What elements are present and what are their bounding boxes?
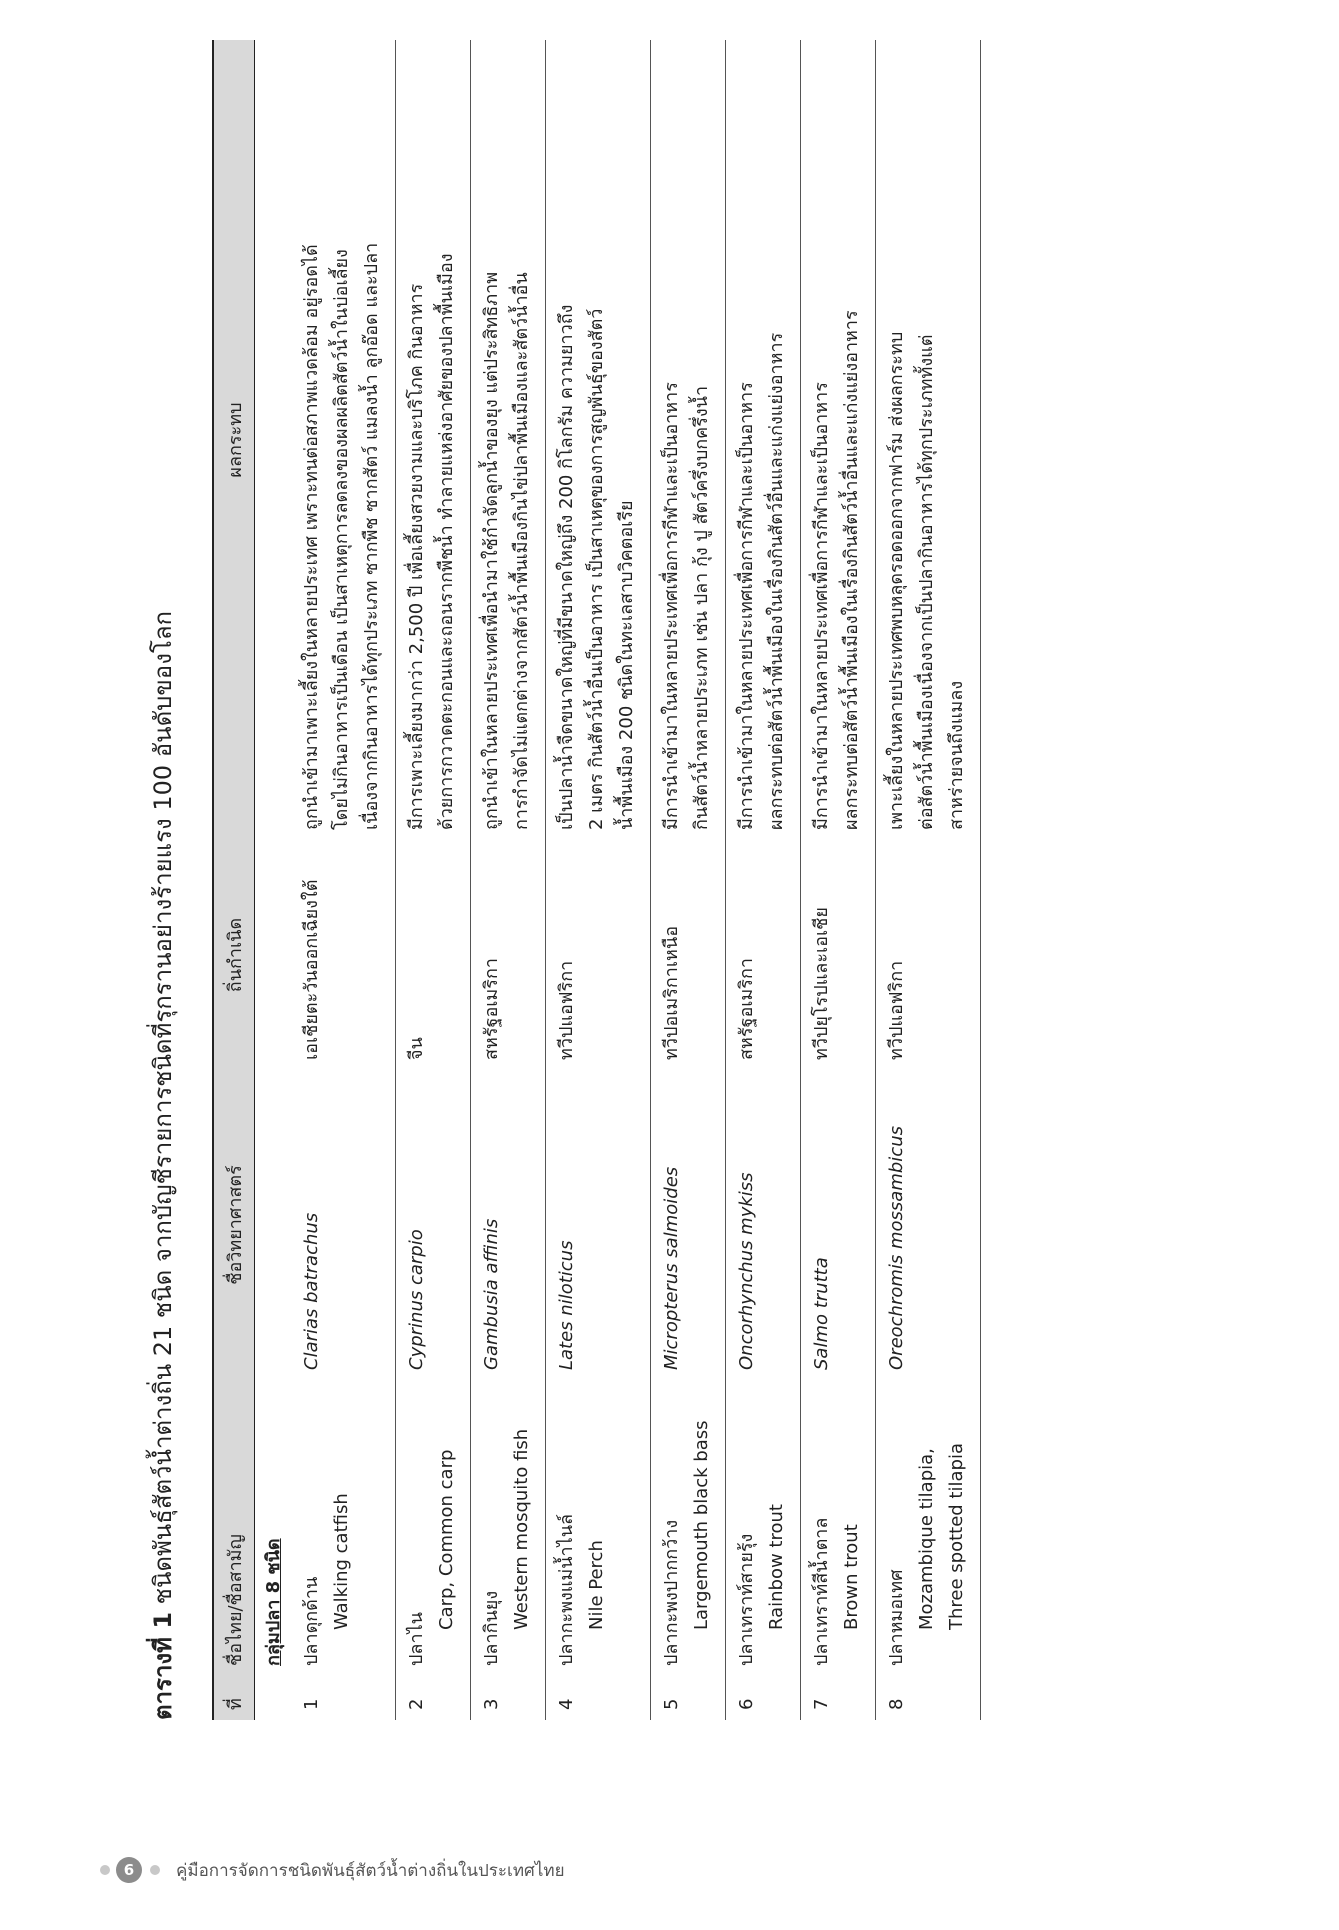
table-header-row xyxy=(213,40,255,1720)
impact-line: เป็นปลาน้ำจืดขนาดใหญ่ที่มีขนาดใหญ่ถึง 200 กิโลกรัม ความยาวถึง xyxy=(556,304,577,830)
table-row xyxy=(396,40,471,1720)
cell-impact xyxy=(726,40,801,840)
cell-impact xyxy=(651,40,726,840)
row-number: 6 xyxy=(736,1698,757,1710)
cell-origin xyxy=(876,840,981,1070)
cell-scientific-name xyxy=(396,1070,471,1380)
cell-scientific-name xyxy=(546,1070,651,1380)
row-number: 3 xyxy=(481,1698,502,1710)
cell-name xyxy=(801,1380,876,1676)
table-row xyxy=(291,40,396,1720)
table-row xyxy=(726,40,801,1720)
impact-line: น้ำพื้นเมือง 200 ชนิดในทะเลสาบวิคตอเรีย xyxy=(616,500,637,830)
scientific-name: Oreochromis mossambicus xyxy=(886,1126,907,1370)
cell-name xyxy=(651,1380,726,1676)
origin: จีน xyxy=(406,1037,427,1060)
thai-name: ปลาเทราท์สายรุ้ง xyxy=(736,1533,757,1666)
cell-name xyxy=(726,1380,801,1676)
row-number: 7 xyxy=(811,1698,832,1710)
impact-line: มีการนำเข้ามาในหลายประเทศเพื่อการกีฬาและเป็นอาหาร xyxy=(661,382,682,830)
group-label: กลุ่มปลา 8 ชนิด xyxy=(263,1538,284,1666)
impact-line: มีการนำเข้ามาในหลายประเทศเพื่อการกีฬาและเป็นอาหาร xyxy=(811,382,832,830)
group-row xyxy=(255,40,292,1720)
impact-line: เนื่องจากกินอาหารได้ทุกประเภท ซากพืช ซากสัตว์ แมลงน้ำ ลูกอ๊อด และปลา xyxy=(361,242,382,830)
common-name: Walking catfish xyxy=(331,1493,352,1630)
thai-name: ปลากะพงปากกว้าง xyxy=(661,1519,682,1666)
cell-origin xyxy=(651,840,726,1070)
thai-name: ปลากินยุง xyxy=(481,1590,502,1666)
row-number: 8 xyxy=(886,1698,907,1710)
rotated-page-content xyxy=(140,0,1150,1760)
origin: ทวีปแอฟริกา xyxy=(886,960,907,1060)
row-number: 2 xyxy=(406,1698,427,1710)
scientific-name: Cyprinus carpio xyxy=(406,1229,427,1370)
common-name: Brown trout xyxy=(841,1524,862,1630)
cell-no xyxy=(651,1676,726,1720)
header-impact: ผลกระทบ xyxy=(213,40,255,840)
common-name: Largemouth black bass xyxy=(691,1420,712,1630)
page-number: 6 xyxy=(116,1857,142,1883)
scientific-name: Oncorhynchus mykiss xyxy=(736,1172,757,1370)
cell-origin xyxy=(801,840,876,1070)
scientific-name: Micropterus salmoides xyxy=(661,1166,682,1370)
cell-scientific-name xyxy=(651,1070,726,1380)
origin: ทวีปอเมริกาเหนือ xyxy=(661,925,682,1060)
cell-name xyxy=(291,1380,396,1676)
header-scientific-name: ชื่อวิทยาศาสตร์ xyxy=(213,1070,255,1380)
cell-name xyxy=(396,1380,471,1676)
cell-impact xyxy=(291,40,396,840)
origin: สหรัฐอเมริกา xyxy=(481,958,502,1060)
cell-origin xyxy=(396,840,471,1070)
footer-dot-icon xyxy=(100,1865,110,1875)
row-number: 1 xyxy=(301,1698,322,1710)
footer-title: คู่มือการจัดการชนิดพันธุ์สัตว์น้ำต่างถิ่นในประเทศไทย xyxy=(176,1860,565,1881)
table-row xyxy=(471,40,546,1720)
scientific-name: Salmo trutta xyxy=(811,1257,832,1370)
page-footer xyxy=(100,1855,565,1885)
thai-name: ปลาดุกด้าน xyxy=(301,1576,322,1666)
common-name-2: Three spotted tilapia xyxy=(946,1443,967,1630)
impact-line: ผลกระทบต่อสัตว์น้ำพื้นเมืองในเรื่องกินสัตว์อื่นและแก่งแย่งอาหาร xyxy=(766,332,787,830)
cell-origin xyxy=(546,840,651,1070)
common-name: Nile Perch xyxy=(586,1540,607,1630)
header-name: ชื่อไทย/ชื่อสามัญ xyxy=(213,1380,255,1676)
cell-scientific-name xyxy=(471,1070,546,1380)
impact-line: ถูกนำเข้าในหลายประเทศเพื่อนำมาใช้กำจัดลูกน้ำของยุง แต่ประสิทธิภาพ xyxy=(481,271,502,830)
thai-name: ปลากะพงแม่น้ำไนล์ xyxy=(556,1513,577,1666)
common-name: Rainbow trout xyxy=(766,1504,787,1630)
cell-impact xyxy=(396,40,471,840)
scientific-name: Gambusia affinis xyxy=(481,1218,502,1370)
impact-line: โดยไม่กินอาหารเป็นเดือน เป็นสาเหตุการลดลงของผลผลิตสัตว์น้ำในบ่อเลี้ยง xyxy=(331,249,352,830)
header-no: ที่ xyxy=(213,1676,255,1720)
common-name: Mozambique tilapia, xyxy=(916,1448,937,1630)
cell-origin xyxy=(726,840,801,1070)
cell-impact xyxy=(801,40,876,840)
cell-name xyxy=(471,1380,546,1676)
impact-line: การกำจัดไม่แตกต่างจากสัตว์น้ำพื้นเมืองกินไข่ปลาพื้นเมืองและสัตว์น้ำอื่น xyxy=(511,272,532,830)
table-caption xyxy=(140,611,186,1720)
cell-impact xyxy=(471,40,546,840)
impact-line: กินสัตว์น้ำหลายประเภท เช่น ปลา กุ้ง ปู สัตว์ครึ่งบกครึ่งน้ำ xyxy=(691,385,712,830)
cell-no xyxy=(471,1676,546,1720)
common-name: Western mosquito fish xyxy=(511,1428,532,1630)
impact-line: เพาะเลี้ยงในหลายประเทศพบหลุดรอดออกจากฟาร์ม ส่งผลกระทบ xyxy=(886,331,907,830)
footer-dot-icon xyxy=(150,1865,160,1875)
impact-line: มีการเพาะเลี้ยงมากว่า 2,500 ปี เพื่อเลี้ยงสวยงามและบริโภค กินอาหาร xyxy=(406,283,427,830)
origin: สหรัฐอเมริกา xyxy=(736,958,757,1060)
table-row xyxy=(546,40,651,1720)
table-row xyxy=(876,40,981,1720)
impact-line: 2 เมตร กินสัตว์น้ำอื่นเป็นอาหาร เป็นสาเหตุของการสูญพันธุ์ของสัตว์ xyxy=(586,308,607,830)
origin: ทวีปยุโรปและเอเชีย xyxy=(811,907,832,1060)
scientific-name: Lates niloticus xyxy=(556,1240,577,1370)
impact-line: ด้วยการกวาดตะกอนและถอนรากพืชน้ำ ทำลายแหล่งอาศัยของปลาพื้นเมือง xyxy=(436,253,457,830)
thai-name: ปลาไน xyxy=(406,1612,427,1666)
cell-scientific-name xyxy=(291,1070,396,1380)
cell-scientific-name xyxy=(801,1070,876,1380)
table-caption-text: ชนิดพันธุ์สัตว์น้ำต่างถิ่น 21 ชนิด จากบัญชีรายการชนิดที่รุกรานอย่างร้ายแรง 100 อันดับของโลก xyxy=(149,610,177,1605)
impact-line: มีการนำเข้ามาในหลายประเทศเพื่อการกีฬาและเป็นอาหาร xyxy=(736,382,757,830)
cell-no xyxy=(801,1676,876,1720)
impact-line: ต่อสัตว์น้ำพื้นเมืองเนื่องจากเป็นปลากินอาหารได้ทุกประเภททั้งแต่ xyxy=(916,334,937,830)
impact-line: สาหร่ายจนถึงแมลง xyxy=(946,680,967,830)
cell-scientific-name xyxy=(726,1070,801,1380)
cell-no xyxy=(726,1676,801,1720)
impact-line: ถูกนำเข้ามาเพาะเลี้ยงในหลายประเทศ เพราะทนต่อสภาพแวดล้อม อยู่รอดได้ xyxy=(301,244,322,830)
cell-impact xyxy=(546,40,651,840)
origin: เอเชียตะวันออกเฉียงใต้ xyxy=(301,879,322,1060)
impact-line: ผลกระทบต่อสัตว์น้ำพื้นเมืองในเรื่องกินสัตว์น้ำอื่นและแก่งแย่งอาหาร xyxy=(841,310,862,830)
cell-origin xyxy=(291,840,396,1070)
table-row xyxy=(651,40,726,1720)
cell-origin xyxy=(471,840,546,1070)
common-name: Carp, Common carp xyxy=(436,1449,457,1630)
row-number: 5 xyxy=(661,1698,682,1710)
thai-name: ปลาเทราท์สีน้ำตาล xyxy=(811,1517,832,1666)
table-caption-label: ตารางที่ 1 xyxy=(149,1611,177,1720)
thai-name: ปลาหมอเทศ xyxy=(886,1569,907,1666)
cell-no xyxy=(876,1676,981,1720)
cell-scientific-name xyxy=(876,1070,981,1380)
cell-no xyxy=(396,1676,471,1720)
cell-name xyxy=(546,1380,651,1676)
row-number: 4 xyxy=(556,1698,577,1710)
origin: ทวีปแอฟริกา xyxy=(556,960,577,1060)
header-origin: ถิ่นกำเนิด xyxy=(213,840,255,1070)
table-row xyxy=(801,40,876,1720)
cell-impact xyxy=(876,40,981,840)
cell-no xyxy=(546,1676,651,1720)
cell-no xyxy=(291,1676,396,1720)
cell-name xyxy=(876,1380,981,1676)
scientific-name: Clarias batrachus xyxy=(301,1212,322,1370)
invasive-species-table xyxy=(212,40,981,1720)
